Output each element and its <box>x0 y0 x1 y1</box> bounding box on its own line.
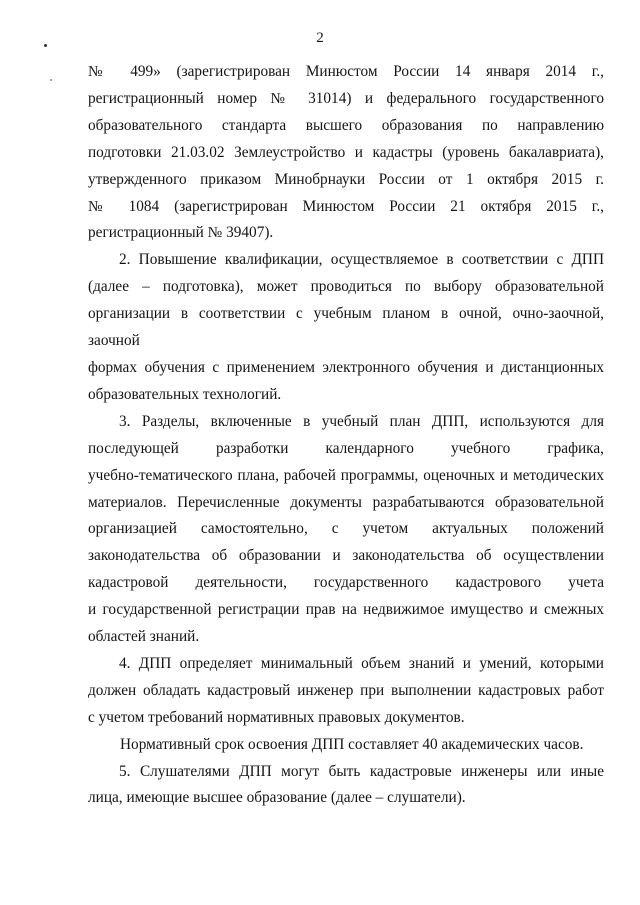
paragraph-line: законодательства об образовании и законодательства об осуществлении <box>88 547 604 565</box>
paragraph-line: последующей разработки календарного учебного графика, <box>88 439 604 457</box>
scan-speck <box>50 79 52 81</box>
paragraph-line: 3. Разделы, включенные в учебный план ДПП, используются для <box>119 412 604 430</box>
paragraph-line: Нормативный срок освоения ДПП составляет 40 академических часов. <box>120 735 584 753</box>
paragraph-line: учебно-тематического плана, рабочей программы, оценочных и методических <box>88 466 604 484</box>
paragraph-line: областей знаний. <box>88 628 200 646</box>
paragraph-line: кадастровой деятельности, государственного кадастрового учета <box>88 574 604 592</box>
paragraph-line: организации в соответствии с учебным планом в очной, очно-заочной, заочной <box>88 305 604 350</box>
paragraph-line: с учетом требований нормативных правовых документов. <box>88 708 465 726</box>
paragraph-line: 4. ДПП определяет минимальный объем знаний и умений, которыми <box>119 654 604 672</box>
paragraph-line: № 1084 (зарегистрирован Минюстом России 21 октября 2015 г., <box>88 197 604 215</box>
paragraph-line: образовательных технологий. <box>88 385 282 403</box>
paragraph-line: образовательного стандарта высшего образования по направлению <box>88 116 604 134</box>
paragraph-line: подготовки 21.03.02 Землеустройство и кадастры (уровень бакалавриата), <box>88 143 604 161</box>
paragraph-line: регистрационный № 39407). <box>88 224 274 242</box>
page-number: 2 <box>316 30 324 46</box>
paragraph-line: регистрационный номер № 31014) и федерального государственного <box>88 89 604 107</box>
paragraph-line: и государственной регистрации прав на недвижимое имущество и смежных <box>88 601 604 619</box>
paragraph-line: (далее – подготовка), может проводиться по выбору образовательной <box>88 278 604 296</box>
paragraph-line: должен обладать кадастровый инженер при выполнении кадастровых работ <box>88 681 604 699</box>
paragraph-line: № 499» (зарегистрирован Минюстом России 14 января 2014 г., <box>88 63 604 80</box>
paragraph-line: лица, имеющие высшее образование (далее – слушатели). <box>88 789 466 807</box>
document-body <box>88 59 604 812</box>
paragraph-line: 2. Повышение квалификации, осуществляемое в соответствии с ДПП <box>119 251 604 269</box>
paragraph-line: утвержденного приказом Минобрнауки России от 1 октября 2015 г. <box>88 170 604 188</box>
paragraph-line: организацией самостоятельно, с учетом актуальных положений <box>88 520 604 538</box>
paragraph-line: материалов. Перечисленные документы разрабатываются образовательной <box>88 493 604 511</box>
paragraph-line: формах обучения с применением электронного обучения и дистанционных <box>88 358 604 376</box>
paragraph-line: 5. Слушателями ДПП могут быть кадастровые инженеры или иные <box>119 762 604 780</box>
scan-speck <box>44 44 47 47</box>
